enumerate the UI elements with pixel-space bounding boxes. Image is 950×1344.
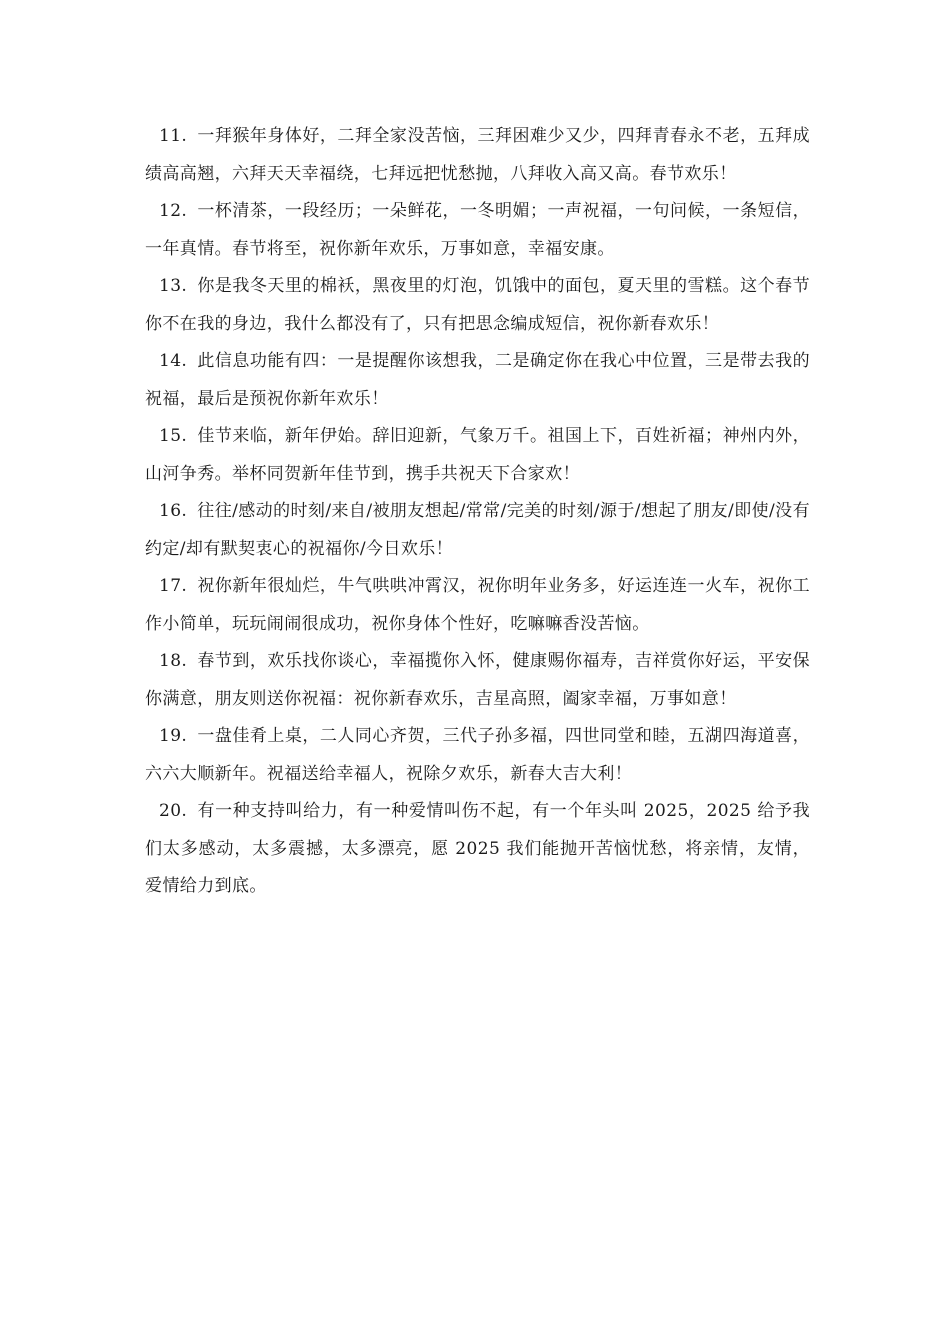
list-item: [145, 643, 810, 718]
list-item: [145, 793, 810, 906]
item-number: 17.: [159, 576, 188, 596]
list-item: [145, 343, 810, 418]
list-item: [145, 493, 810, 568]
item-number: 14.: [159, 351, 188, 371]
greetings-list: [145, 118, 810, 906]
item-number: 20.: [159, 801, 188, 821]
item-number: 19.: [159, 726, 188, 746]
item-number: 16.: [159, 501, 188, 521]
list-item: [145, 118, 810, 193]
item-text: 此信息功能有四：一是提醒你该想我，二是确定你在我心中位置，三是带去我的祝福，最后是预祝你新年欢乐！: [145, 351, 810, 409]
item-number: 15.: [159, 426, 188, 446]
item-text: 一盘佳肴上桌，二人同心齐贺，三代子孙多福，四世同堂和睦，五湖四海道喜，六六大顺新年。祝福送给幸福人，祝除夕欢乐，新春大吉大利！: [145, 726, 810, 784]
item-number: 12.: [159, 201, 188, 221]
list-item: [145, 268, 810, 343]
item-text: 春节到，欢乐找你谈心，幸福揽你入怀，健康赐你福寿，吉祥赏你好运，平安保你满意，朋友则送你祝福：祝你新春欢乐，吉星高照，阖家幸福，万事如意！: [145, 651, 810, 709]
list-item: [145, 193, 810, 268]
item-text: 佳节来临，新年伊始。辞旧迎新，气象万千。祖国上下，百姓祈福；神州内外，山河争秀。举杯同贺新年佳节到，携手共祝天下合家欢！: [145, 426, 810, 484]
item-text: 有一种支持叫给力，有一种爱情叫伤不起，有一个年头叫 2025，2025 给予我们太多感动，太多震撼，太多漂亮，愿 2025 我们能抛开苦恼忧愁，将亲情，友情，爱情给力到底。: [145, 801, 810, 896]
item-text: 一杯清茶，一段经历；一朵鲜花，一冬明媚；一声祝福，一句问候，一条短信，一年真情。春节将至，祝你新年欢乐，万事如意，幸福安康。: [145, 201, 810, 259]
item-text: 一拜猴年身体好，二拜全家没苦恼，三拜困难少又少，四拜青春永不老，五拜成绩高高翘，六拜天天幸福绕，七拜远把忧愁抛，八拜收入高又高。春节欢乐！: [145, 126, 810, 184]
list-item: [145, 718, 810, 793]
list-item: [145, 418, 810, 493]
item-text: 往往/感动的时刻/来自/被朋友想起/常常/完美的时刻/源于/想起了朋友/即使/没有约定/却有默契衷心的祝福你/今日欢乐！: [145, 501, 810, 559]
item-text: 你是我冬天里的棉袄，黑夜里的灯泡，饥饿中的面包，夏天里的雪糕。这个春节你不在我的身边，我什么都没有了，只有把思念编成短信，祝你新春欢乐！: [145, 276, 810, 334]
item-text: 祝你新年很灿烂，牛气哄哄冲霄汉，祝你明年业务多，好运连连一火车，祝你工作小简单，玩玩闹闹很成功，祝你身体个性好，吃嘛嘛香没苦恼。: [145, 576, 810, 634]
item-number: 11.: [159, 126, 188, 146]
item-number: 13.: [159, 276, 188, 296]
item-number: 18.: [159, 651, 188, 671]
list-item: [145, 568, 810, 643]
